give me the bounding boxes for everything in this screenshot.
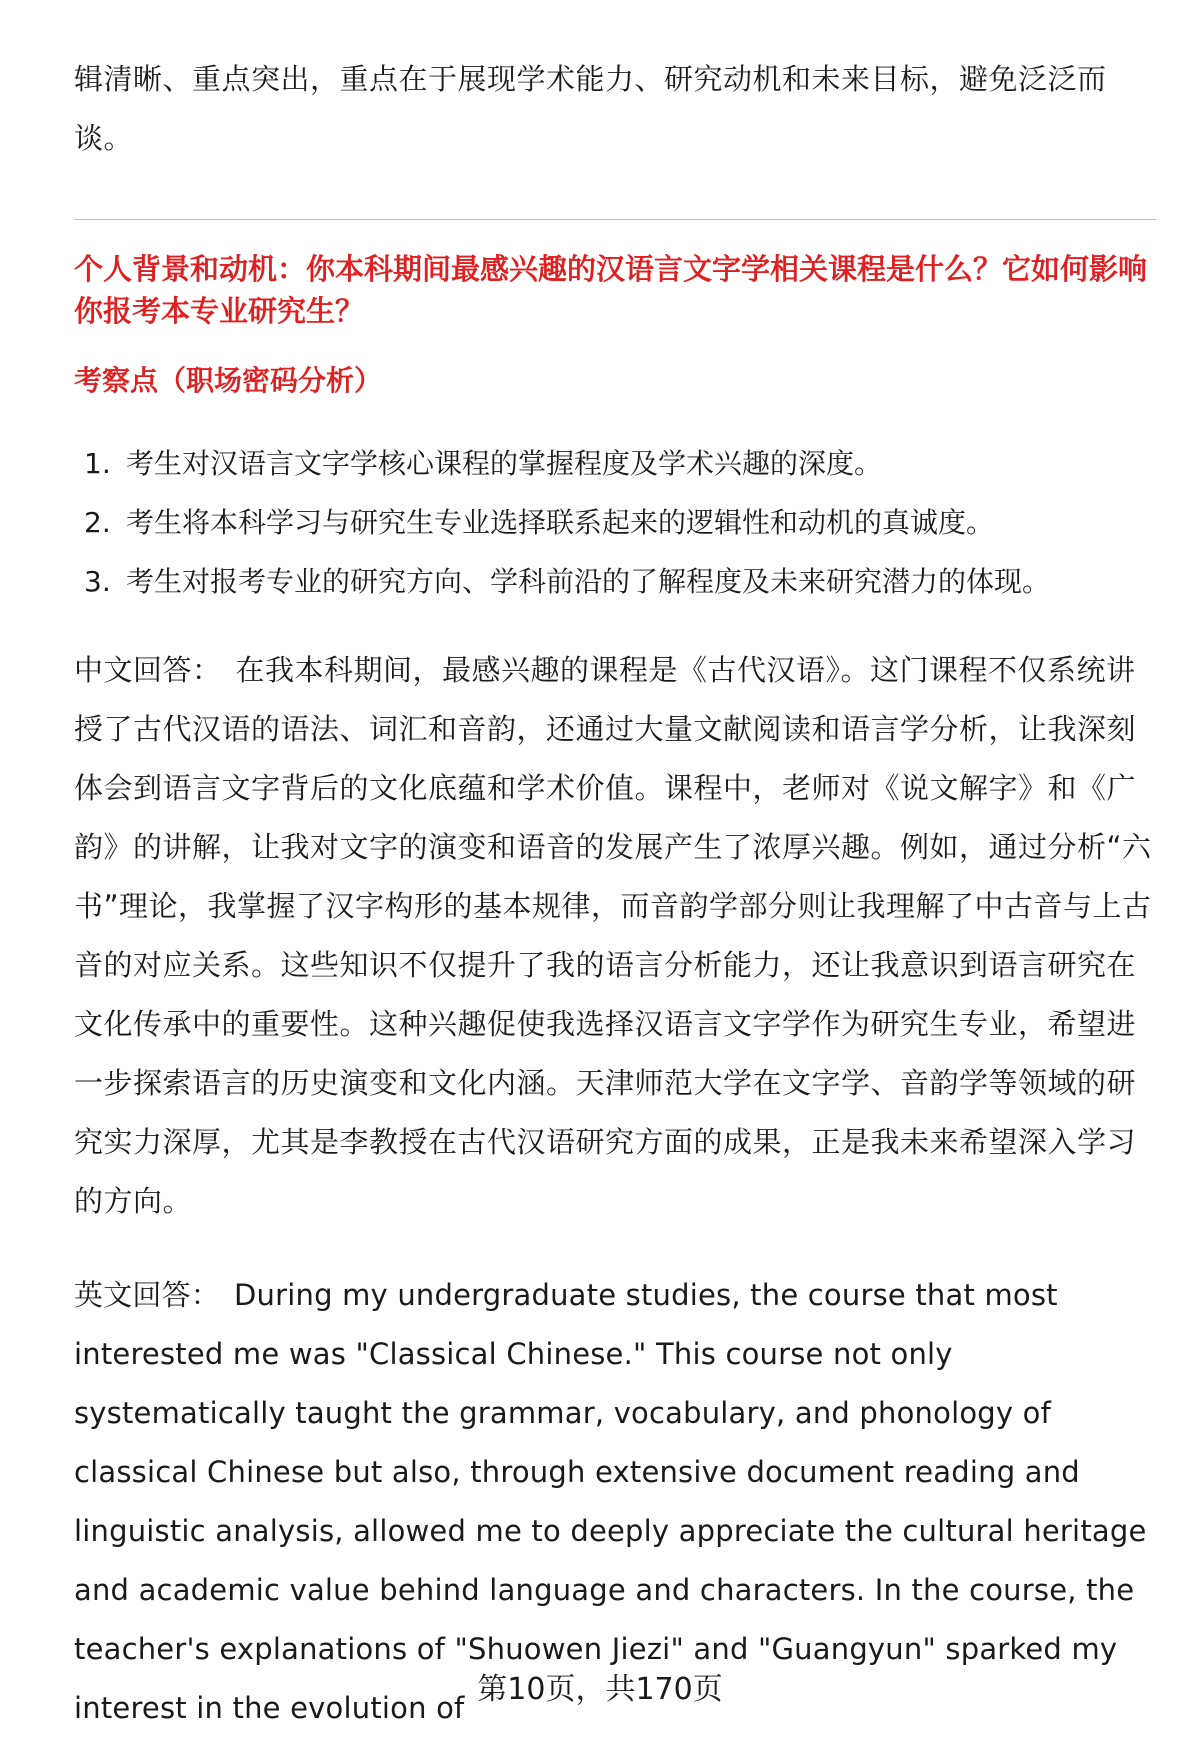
list-text: 考生对汉语言文字学核心课程的掌握程度及学术兴趣的深度。 <box>126 447 883 480</box>
list-item <box>84 434 1154 493</box>
list-number: 3. <box>84 565 111 598</box>
chinese-answer-text: 在我本科期间，最感兴趣的课程是《古代汉语》。这门课程不仅系统讲授了古代汉语的语法、词汇和音韵，还通过大量文献阅读和语言学分析，让我深刻体会到语言文字背后的文化底蕴和学术价值。课程中，老师对《说文解字》和《广韵》的讲解，让我对文字的演变和语音的发展产生了浓厚兴趣。例如，通过分析“六书”理论，我掌握了汉字构形的基本规律，而音韵学部分则让我理解了中古音与上古音的对应关系。这些知识不仅提升了我的语言分析能力，还让我意识到语言研究在文化传承中的重要性。这种兴趣促使我选择汉语言文字学作为研究生专业，希望进一步探索语言的历史演变和文化内涵。天津师范大学在文字学、音韵学等领域的研究实力深厚，尤其是李教授在古代汉语研究方面的成果，正是我未来希望深入学习的方向。 <box>74 653 1152 1218</box>
chinese-answer-label: 中文回答： <box>74 653 222 687</box>
list-number: 2. <box>84 506 111 539</box>
list-text: 考生对报考专业的研究方向、学科前沿的了解程度及未来研究潜力的体现。 <box>126 565 1051 598</box>
question-heading: 个人背景和动机：你本科期间最感兴趣的汉语言文字学相关课程是什么？它如何影响你报考本专业研究生？ <box>74 252 1148 328</box>
list-item <box>84 552 1154 611</box>
chinese-answer <box>74 641 1158 1231</box>
english-answer <box>74 1266 1158 1738</box>
points-title: 考察点（职场密码分析） <box>74 364 383 397</box>
continued-paragraph: 辑清晰、重点突出，重点在于展现学术能力、研究动机和未来目标，避免泛泛而谈。 <box>74 62 1107 155</box>
list-item <box>84 493 1154 552</box>
page-number-footer: 第10页，共170页 <box>477 1672 723 1707</box>
english-answer-text: During my undergraduate studies, the course that most interested me was "Classical Chinese." This course not only systematically taught the grammar, vocabulary, and phonology of classical Chinese but also, through extensive document reading and linguistic analysis, allowed me to deeply appreciate the cultural heritage and academic value behind language and characters. In the course, the teacher's explanations of "Shuowen Jiezi" and "Guangyun" sparked my interest in the evolution of <box>74 1278 1147 1725</box>
section-divider <box>74 219 1156 220</box>
english-answer-label: 英文回答： <box>74 1278 221 1312</box>
list-text: 考生将本科学习与研究生专业选择联系起来的逻辑性和动机的真诚度。 <box>126 506 995 539</box>
list-number: 1. <box>84 447 111 480</box>
points-list <box>84 434 1154 611</box>
